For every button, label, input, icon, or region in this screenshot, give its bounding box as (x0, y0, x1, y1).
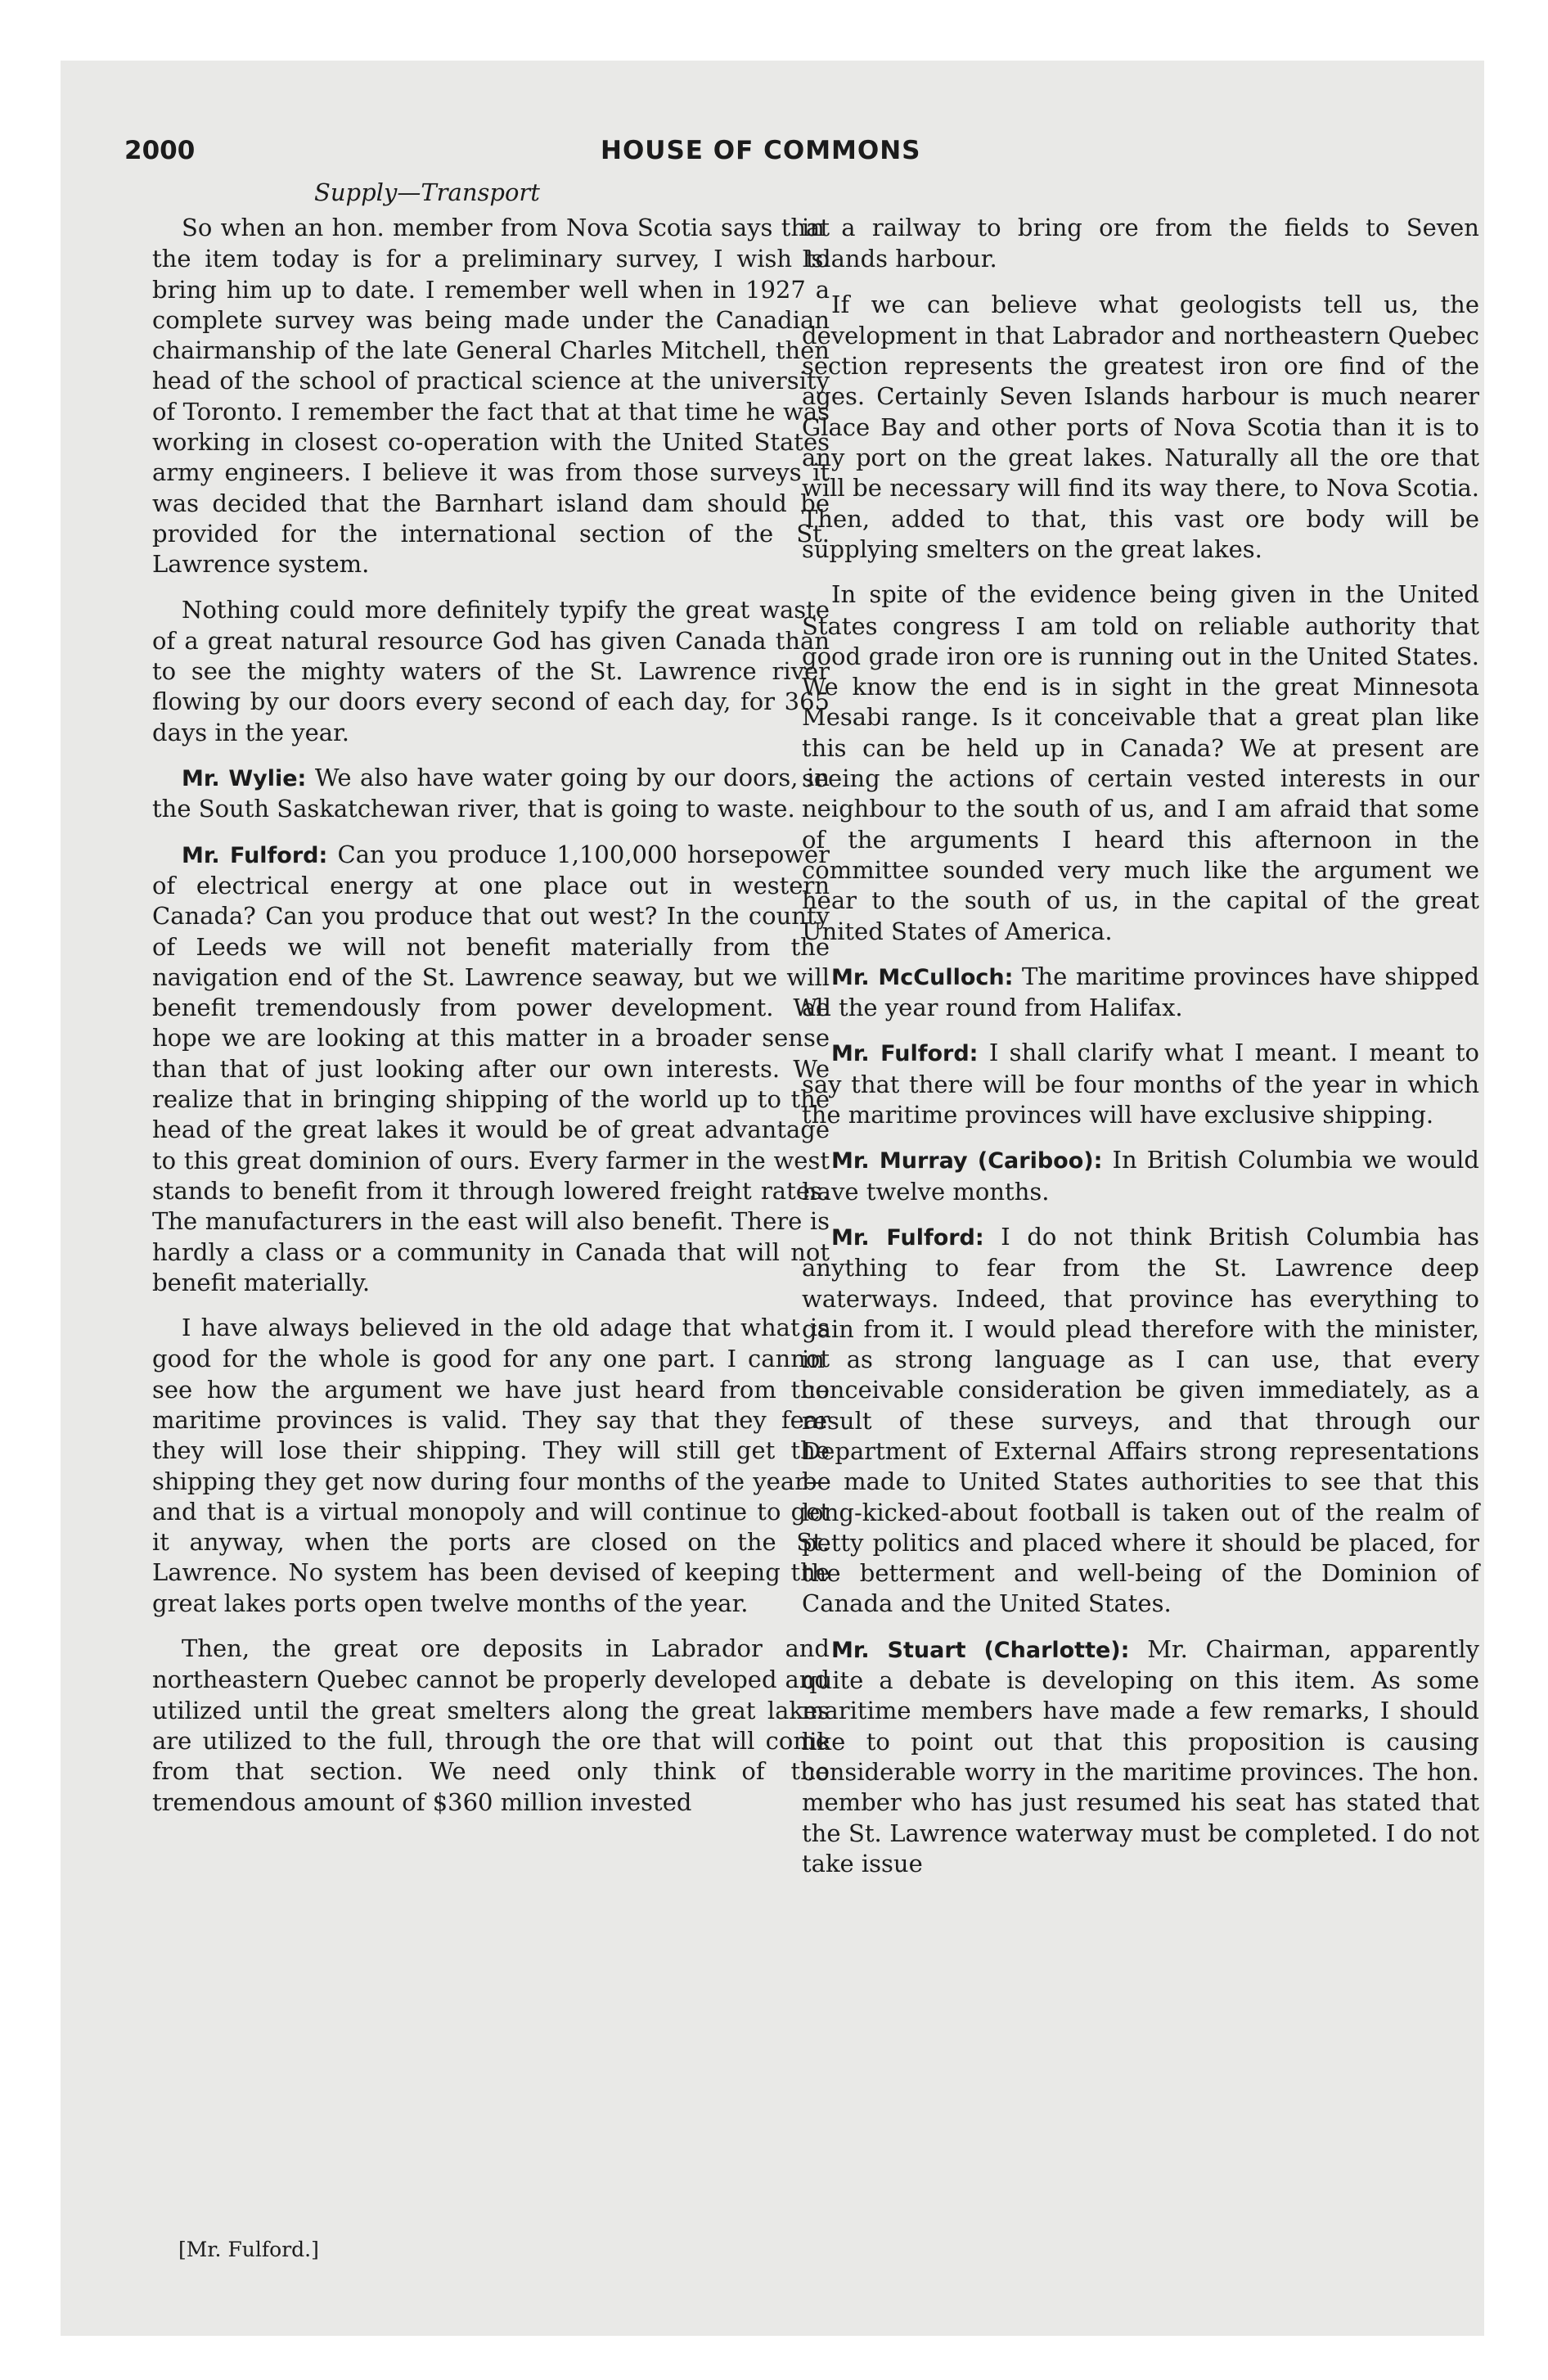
paragraph (802, 579, 1479, 947)
paragraph (152, 1634, 830, 1818)
speaker-name: Mr. Fulford: (831, 1041, 979, 1067)
speaker-name: Mr. Wylie: (182, 766, 307, 792)
speaker-name: Mr. McCulloch: (831, 964, 1014, 990)
right-column (802, 213, 1479, 1894)
paragraph (802, 962, 1479, 1024)
paragraph-text: We also have water going by our doors, in the South Saskatchewan river, that is going to waste. (152, 764, 830, 823)
left-column (152, 213, 830, 1832)
paragraph (152, 1313, 830, 1619)
paragraph-text: I do not think British Columbia has anything to fear from the St. Lawrence deep waterways. Indeed, that province has everything to gain from it. I would plead therefore with the minister, in as strong language as I can use, that every conceivable consideration be given immediately, as a result of these surveys, and that through our Department of External Affairs strong representations be made to United States authorities to see that this long-kicked-about football is taken out of the realm of petty politics and placed where it should be placed, for the betterment and well-being of the Dominion of Canada and the United States. (802, 1222, 1480, 1618)
paragraph (152, 763, 830, 825)
paragraph-text: So when an hon. member from Nova Scotia says that the item today is for a preliminary survey, I wish to bring him up to date. I remember well when in 1927 a complete survey was being made under the Canadian chairmanship of the late General Charles Mitchell, then head of the school of practical science at the university of Toronto. I remember the fact that at that time he was working in closest co-operation with the United States army engineers. I believe it was from those surveys it was decided that the Barnhart island dam should be provided for the international section of the St. Lawrence system. (152, 214, 830, 579)
paragraph (152, 213, 830, 580)
paragraph (802, 1634, 1479, 1879)
footer-speaker-note: [Mr. Fulford.] (178, 2238, 319, 2261)
paragraph-text: Mr. Chairman, apparently quite a debate is developing on this item. As some maritime members have made a few remarks, I should like to point out that this proposition is causing considerable worry in the maritime provinces. The hon. member who has just resumed his seat has stated that the St. Lawrence waterway must be completed. I do not take issue (802, 1634, 1479, 1877)
paragraph (152, 595, 830, 748)
paragraph (802, 290, 1479, 566)
paragraph-text: In spite of the evidence being given in the United States congress I am told on reliable authority that good grade iron ore is running out in the United States. We know the end is in sight in the great Minnesota Mesabi range. Is it conceivable that a great plan like this can be held up in Canada? We at present are seeing the actions of certain vested interests in our neighbour to the south of us, and I am afraid that some of the arguments I heard this afternoon in the committee sounded very much like the argument we hear to the south of us, in the capital of the great United States of America. (802, 580, 1479, 945)
speaker-name: Mr. Stuart (Charlotte): (831, 1637, 1130, 1663)
paragraph (802, 1222, 1479, 1620)
paragraph-text: If we can believe what geologists tell us, the development in that Labrador and northeastern Quebec section represents the greatest iron ore find of the ages. Certainly Seven Islands harbour is much nearer Glace Bay and other ports of Nova Scotia than it is to any port on the great lakes. Naturally all the ore that will be necessary will find its way there, to Nova Scotia. Then, added to that, this vast ore body will be supplying smelters on the great lakes. (802, 290, 1479, 563)
hansard-page (61, 61, 1484, 2336)
paragraph (152, 840, 830, 1298)
paragraph-text: in a railway to bring ore from the fields to Seven Islands harbour. (802, 214, 1479, 273)
paragraph (802, 213, 1479, 275)
page-header-title: HOUSE OF COMMONS (601, 136, 921, 165)
paragraph (802, 1038, 1479, 1130)
paragraph-text: I shall clarify what I meant. I meant to say that there will be four months of the year in which the maritime provinces will have exclusive shipping. (802, 1039, 1479, 1129)
paragraph-text: In British Columbia we would have twelve months. (802, 1146, 1479, 1206)
paragraph-text: Can you produce 1,100,000 horsepower of electrical energy at one place out in western Canada? Can you produce that out west? In the county of Leeds we will not benefit materially from the navigation end of the St. Lawrence seaway, but we will benefit tremendously from power development. We hope we are looking at this matter in a broader sense than that of just looking after our own interests. We realize that in bringing shipping of the world up to the head of the great lakes it would be of great advantage to this great dominion of ours. Every farmer in the west stands to benefit from it through lowered freight rates. The manufacturers in the east will also benefit. There is hardly a class or a community in Canada that will not benefit materially. (152, 840, 830, 1296)
paragraph-text: Nothing could more definitely typify the great waste of a great natural resource God has given Canada than to see the mighty waters of the St. Lawrence river flowing by our doors every second of each day, for 365 days in the year. (152, 595, 830, 746)
speaker-name: Mr. Fulford: (831, 1224, 984, 1251)
page-number: 2000 (124, 136, 196, 165)
paragraph-text: Then, the great ore deposits in Labrador and northeastern Quebec cannot be properly developed and utilized until the great smelters along the great lakes are utilized to the full, through the ore that will come from that section. We need only think of the tremendous amount of $360 million invested (152, 1634, 830, 1816)
paragraph (802, 1145, 1479, 1207)
paragraph-text: I have always believed in the old adage that what is good for the whole is good for any one part. I cannot see how the argument we have just heard from the maritime provinces is valid. They say that they fear they will lose their shipping. They will still get the shipping they get now during four months of the year—and that is a virtual monopoly and will continue to get it anyway, when the ports are closed on the St. Lawrence. No system has been devised of keeping the great lakes ports open twelve months of the year. (152, 1314, 830, 1617)
paragraph-text: The maritime provinces have shipped all the year round from Halifax. (802, 962, 1480, 1022)
speaker-name: Mr. Murray (Cariboo): (831, 1148, 1103, 1174)
speaker-name: Mr. Fulford: (182, 842, 328, 868)
section-title: Supply—Transport (314, 178, 540, 206)
